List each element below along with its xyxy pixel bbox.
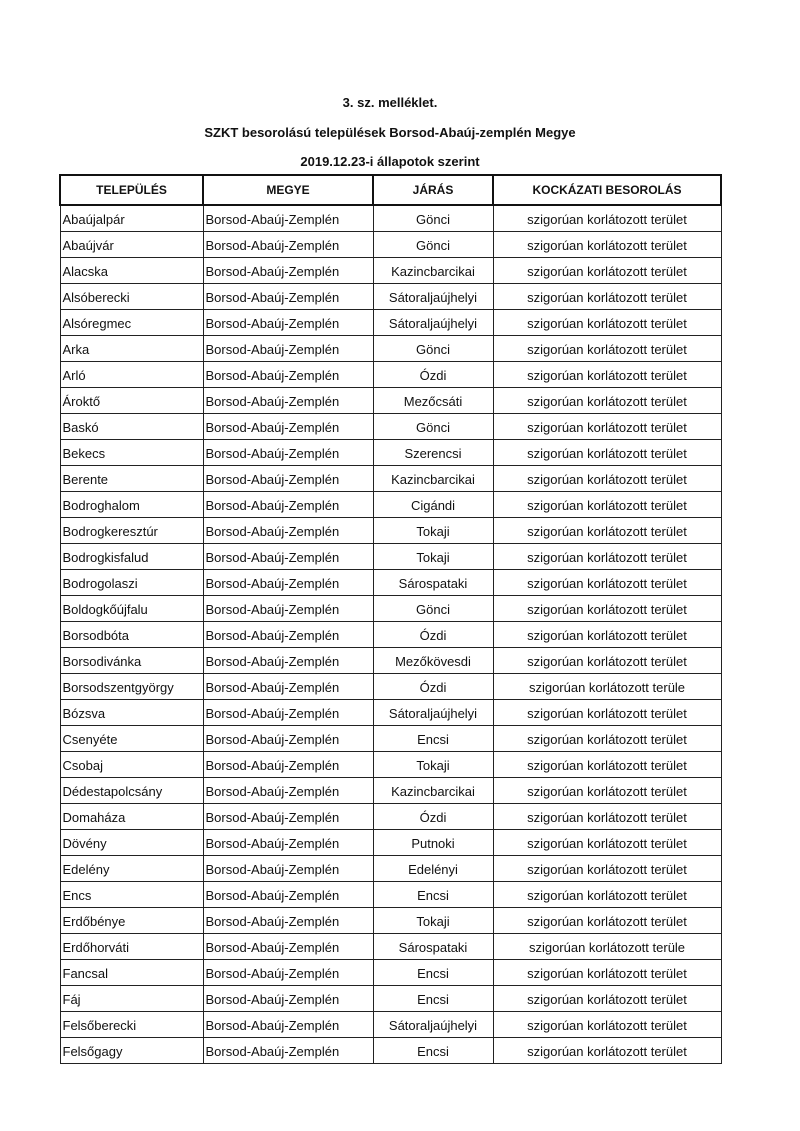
- settlement-cell: Berente: [60, 466, 203, 492]
- table-row: [60, 205, 721, 232]
- risk-classification-cell: szigorúan korlátozott terület: [493, 1038, 721, 1064]
- county-cell: Borsod-Abaúj-Zemplén: [203, 440, 373, 466]
- county-cell: Borsod-Abaúj-Zemplén: [203, 908, 373, 934]
- table-row: [60, 544, 721, 570]
- table-row: [60, 1012, 721, 1038]
- risk-classification-cell: szigorúan korlátozott terület: [493, 778, 721, 804]
- county-cell: Borsod-Abaúj-Zemplén: [203, 284, 373, 310]
- settlement-cell: Encs: [60, 882, 203, 908]
- settlement-cell: Erdőhorváti: [60, 934, 203, 960]
- district-cell: Putnoki: [373, 830, 493, 856]
- district-cell: Ózdi: [373, 804, 493, 830]
- settlement-cell: Erdőbénye: [60, 908, 203, 934]
- district-cell: Encsi: [373, 960, 493, 986]
- county-cell: Borsod-Abaúj-Zemplén: [203, 778, 373, 804]
- county-cell: Borsod-Abaúj-Zemplén: [203, 882, 373, 908]
- table-row: [60, 440, 721, 466]
- status-date: 2019.12.23-i állapotok szerint: [300, 154, 480, 169]
- county-cell: Borsod-Abaúj-Zemplén: [203, 674, 373, 700]
- county-cell: Borsod-Abaúj-Zemplén: [203, 648, 373, 674]
- table-row: [60, 362, 721, 388]
- risk-classification-cell: szigorúan korlátozott terület: [493, 622, 721, 648]
- county-cell: Borsod-Abaúj-Zemplén: [203, 700, 373, 726]
- risk-classification-cell: szigorúan korlátozott terület: [493, 752, 721, 778]
- settlement-cell: Csobaj: [60, 752, 203, 778]
- table-row: [60, 700, 721, 726]
- table-row: [60, 570, 721, 596]
- settlements-table: [59, 174, 722, 1064]
- county-cell: Borsod-Abaúj-Zemplén: [203, 856, 373, 882]
- table-header-row: [60, 175, 721, 205]
- document-title: SZKT besorolású települések Borsod-Abaúj-zemplén Megye: [204, 125, 576, 140]
- risk-classification-cell: szigorúan korlátozott terület: [493, 388, 721, 414]
- table-row: [60, 908, 721, 934]
- table-row: [60, 960, 721, 986]
- district-cell: Tokaji: [373, 752, 493, 778]
- settlement-cell: Domaháza: [60, 804, 203, 830]
- county-cell: Borsod-Abaúj-Zemplén: [203, 414, 373, 440]
- county-cell: Borsod-Abaúj-Zemplén: [203, 1012, 373, 1038]
- risk-classification-cell: szigorúan korlátozott terület: [493, 518, 721, 544]
- settlement-cell: Borsodszentgyörgy: [60, 674, 203, 700]
- settlement-cell: Felsőberecki: [60, 1012, 203, 1038]
- settlement-cell: Boldogkőújfalu: [60, 596, 203, 622]
- district-cell: Sárospataki: [373, 934, 493, 960]
- county-cell: Borsod-Abaúj-Zemplén: [203, 986, 373, 1012]
- settlement-cell: Alacska: [60, 258, 203, 284]
- table-row: [60, 492, 721, 518]
- county-cell: Borsod-Abaúj-Zemplén: [203, 1038, 373, 1064]
- settlement-cell: Bodroghalom: [60, 492, 203, 518]
- table-row: [60, 258, 721, 284]
- settlement-cell: Alsóberecki: [60, 284, 203, 310]
- district-cell: Gönci: [373, 596, 493, 622]
- settlement-cell: Borsodivánka: [60, 648, 203, 674]
- district-cell: Sátoraljaújhelyi: [373, 310, 493, 336]
- table-row: [60, 1038, 721, 1064]
- risk-classification-cell: szigorúan korlátozott terület: [493, 336, 721, 362]
- district-cell: Edelényi: [373, 856, 493, 882]
- risk-classification-cell: szigorúan korlátozott terület: [493, 544, 721, 570]
- table-row: [60, 674, 721, 700]
- county-cell: Borsod-Abaúj-Zemplén: [203, 596, 373, 622]
- table-row: [60, 856, 721, 882]
- county-cell: Borsod-Abaúj-Zemplén: [203, 570, 373, 596]
- district-cell: Tokaji: [373, 518, 493, 544]
- district-cell: Mezőcsáti: [373, 388, 493, 414]
- column-header-settlement: TELEPÜLÉS: [60, 175, 203, 205]
- table-row: [60, 622, 721, 648]
- settlement-cell: Csenyéte: [60, 726, 203, 752]
- risk-classification-cell: szigorúan korlátozott terület: [493, 804, 721, 830]
- district-cell: Sátoraljaújhelyi: [373, 700, 493, 726]
- table-row: [60, 518, 721, 544]
- table-body: [60, 205, 721, 1064]
- risk-classification-cell: szigorúan korlátozott terület: [493, 362, 721, 388]
- county-cell: Borsod-Abaúj-Zemplén: [203, 830, 373, 856]
- district-cell: Gönci: [373, 205, 493, 232]
- table-row: [60, 830, 721, 856]
- risk-classification-cell: szigorúan korlátozott terület: [493, 648, 721, 674]
- risk-classification-cell: szigorúan korlátozott terület: [493, 856, 721, 882]
- risk-classification-cell: szigorúan korlátozott terület: [493, 908, 721, 934]
- table-row: [60, 648, 721, 674]
- table-row: [60, 596, 721, 622]
- settlement-cell: Arló: [60, 362, 203, 388]
- district-cell: Tokaji: [373, 544, 493, 570]
- settlement-cell: Dövény: [60, 830, 203, 856]
- risk-classification-cell: szigorúan korlátozott terület: [493, 466, 721, 492]
- county-cell: Borsod-Abaúj-Zemplén: [203, 960, 373, 986]
- risk-classification-cell: szigorúan korlátozott terület: [493, 596, 721, 622]
- risk-classification-cell: szigorúan korlátozott terület: [493, 310, 721, 336]
- risk-classification-cell: szigorúan korlátozott terüle: [493, 674, 721, 700]
- county-cell: Borsod-Abaúj-Zemplén: [203, 310, 373, 336]
- table-row: [60, 726, 721, 752]
- settlement-cell: Bodrogkisfalud: [60, 544, 203, 570]
- district-cell: Kazincbarcikai: [373, 258, 493, 284]
- district-cell: Mezőkövesdi: [373, 648, 493, 674]
- district-cell: Kazincbarcikai: [373, 778, 493, 804]
- county-cell: Borsod-Abaúj-Zemplén: [203, 752, 373, 778]
- settlement-cell: Ároktő: [60, 388, 203, 414]
- settlement-cell: Bózsva: [60, 700, 203, 726]
- table-row: [60, 232, 721, 258]
- county-cell: Borsod-Abaúj-Zemplén: [203, 232, 373, 258]
- district-cell: Encsi: [373, 1038, 493, 1064]
- risk-classification-cell: szigorúan korlátozott terület: [493, 986, 721, 1012]
- county-cell: Borsod-Abaúj-Zemplén: [203, 362, 373, 388]
- county-cell: Borsod-Abaúj-Zemplén: [203, 466, 373, 492]
- district-cell: Tokaji: [373, 908, 493, 934]
- annex-label: 3. sz. melléklet.: [342, 95, 438, 110]
- settlement-cell: Dédestapolcsány: [60, 778, 203, 804]
- column-header-district: JÁRÁS: [373, 175, 493, 205]
- risk-classification-cell: szigorúan korlátozott terület: [493, 205, 721, 232]
- risk-classification-cell: szigorúan korlátozott terület: [493, 960, 721, 986]
- district-cell: Kazincbarcikai: [373, 466, 493, 492]
- settlement-cell: Fáj: [60, 986, 203, 1012]
- district-cell: Encsi: [373, 882, 493, 908]
- table-row: [60, 752, 721, 778]
- county-cell: Borsod-Abaúj-Zemplén: [203, 388, 373, 414]
- table-row: [60, 986, 721, 1012]
- risk-classification-cell: szigorúan korlátozott terület: [493, 284, 721, 310]
- district-cell: Cigándi: [373, 492, 493, 518]
- risk-classification-cell: szigorúan korlátozott terület: [493, 232, 721, 258]
- table-row: [60, 388, 721, 414]
- risk-classification-cell: szigorúan korlátozott terület: [493, 258, 721, 284]
- table-row: [60, 466, 721, 492]
- county-cell: Borsod-Abaúj-Zemplén: [203, 544, 373, 570]
- risk-classification-cell: szigorúan korlátozott terület: [493, 414, 721, 440]
- district-cell: Sárospataki: [373, 570, 493, 596]
- county-cell: Borsod-Abaúj-Zemplén: [203, 258, 373, 284]
- settlement-cell: Felsőgagy: [60, 1038, 203, 1064]
- settlement-cell: Fancsal: [60, 960, 203, 986]
- county-cell: Borsod-Abaúj-Zemplén: [203, 934, 373, 960]
- risk-classification-cell: szigorúan korlátozott terüle: [493, 934, 721, 960]
- column-header-county: MEGYE: [203, 175, 373, 205]
- settlement-cell: Alsóregmec: [60, 310, 203, 336]
- table-row: [60, 934, 721, 960]
- risk-classification-cell: szigorúan korlátozott terület: [493, 830, 721, 856]
- county-cell: Borsod-Abaúj-Zemplén: [203, 622, 373, 648]
- district-cell: Ózdi: [373, 362, 493, 388]
- risk-classification-cell: szigorúan korlátozott terület: [493, 492, 721, 518]
- risk-classification-cell: szigorúan korlátozott terület: [493, 440, 721, 466]
- county-cell: Borsod-Abaúj-Zemplén: [203, 804, 373, 830]
- settlement-cell: Bodrogkeresztúr: [60, 518, 203, 544]
- district-cell: Ózdi: [373, 674, 493, 700]
- column-header-risk-classification: KOCKÁZATI BESOROLÁS: [493, 175, 721, 205]
- county-cell: Borsod-Abaúj-Zemplén: [203, 492, 373, 518]
- county-cell: Borsod-Abaúj-Zemplén: [203, 518, 373, 544]
- district-cell: Encsi: [373, 726, 493, 752]
- district-cell: Gönci: [373, 232, 493, 258]
- district-cell: Sátoraljaújhelyi: [373, 1012, 493, 1038]
- settlement-cell: Baskó: [60, 414, 203, 440]
- district-cell: Szerencsi: [373, 440, 493, 466]
- district-cell: Gönci: [373, 414, 493, 440]
- table-row: [60, 336, 721, 362]
- risk-classification-cell: szigorúan korlátozott terület: [493, 700, 721, 726]
- county-cell: Borsod-Abaúj-Zemplén: [203, 205, 373, 232]
- risk-classification-cell: szigorúan korlátozott terület: [493, 882, 721, 908]
- district-cell: Gönci: [373, 336, 493, 362]
- risk-classification-cell: szigorúan korlátozott terület: [493, 1012, 721, 1038]
- settlement-cell: Borsodbóta: [60, 622, 203, 648]
- table-row: [60, 804, 721, 830]
- settlement-cell: Bekecs: [60, 440, 203, 466]
- settlement-cell: Bodrogolaszi: [60, 570, 203, 596]
- settlement-cell: Edelény: [60, 856, 203, 882]
- settlement-cell: Abaújalpár: [60, 205, 203, 232]
- settlement-cell: Arka: [60, 336, 203, 362]
- district-cell: Encsi: [373, 986, 493, 1012]
- table-row: [60, 882, 721, 908]
- table-row: [60, 778, 721, 804]
- county-cell: Borsod-Abaúj-Zemplén: [203, 726, 373, 752]
- table-row: [60, 284, 721, 310]
- settlement-cell: Abaújvár: [60, 232, 203, 258]
- district-cell: Ózdi: [373, 622, 493, 648]
- county-cell: Borsod-Abaúj-Zemplén: [203, 336, 373, 362]
- district-cell: Sátoraljaújhelyi: [373, 284, 493, 310]
- table-row: [60, 310, 721, 336]
- risk-classification-cell: szigorúan korlátozott terület: [493, 726, 721, 752]
- risk-classification-cell: szigorúan korlátozott terület: [493, 570, 721, 596]
- table-row: [60, 414, 721, 440]
